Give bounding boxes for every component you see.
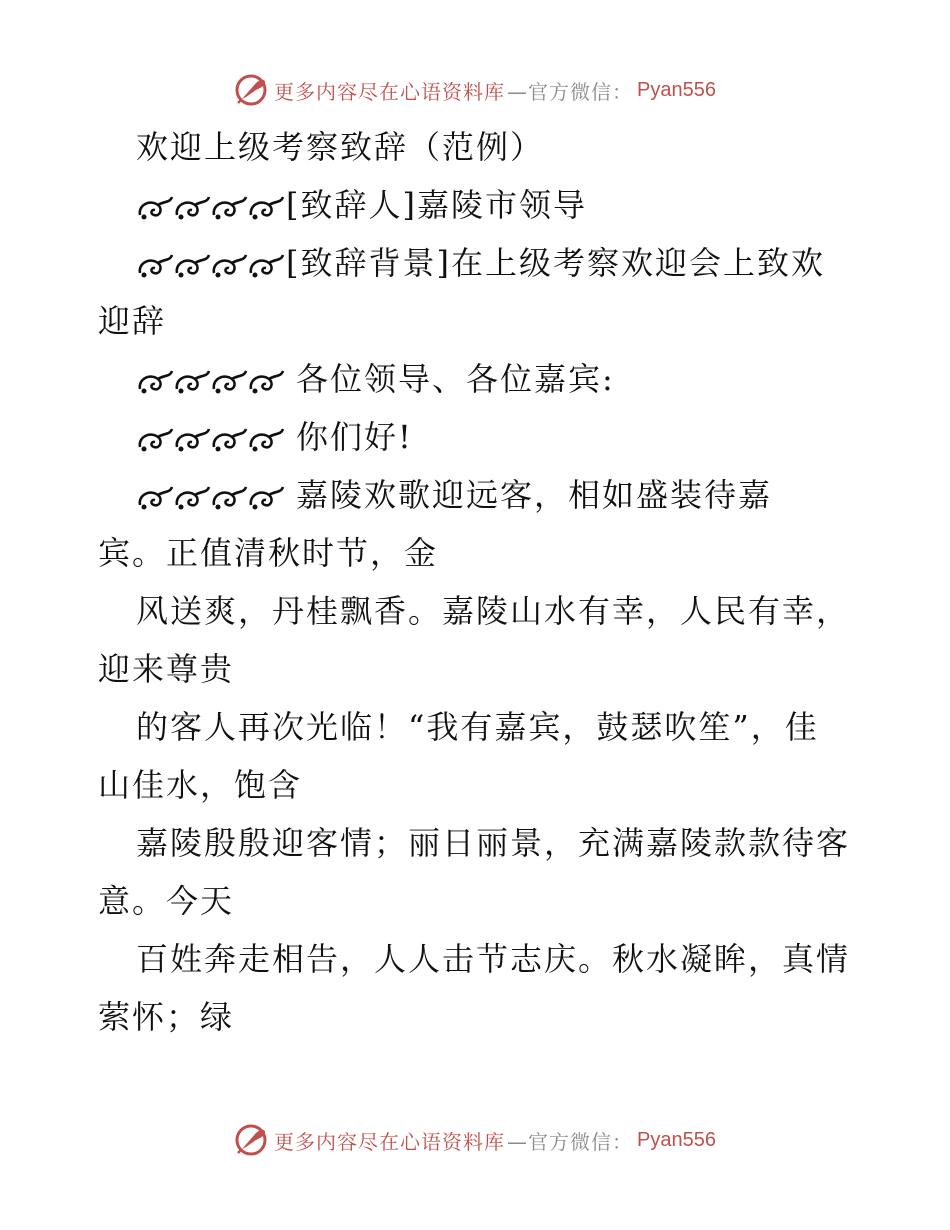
paragraph-line: 的客人再次光临！“我有嘉宾，鼓瑟吹笙”，佳 bbox=[136, 708, 819, 746]
paragraph-line: 风送爽，丹桂飘香。嘉陵山水有幸，人民有幸， bbox=[136, 592, 851, 630]
background-line: [致辞背景]在上级考察欢迎会上致欢 bbox=[98, 234, 868, 292]
ornament-icon bbox=[136, 251, 286, 281]
document-body bbox=[98, 118, 868, 1046]
banner-main-text: 更多内容尽在心语资料库 bbox=[274, 79, 506, 104]
quill-logo-icon bbox=[234, 1123, 268, 1157]
background-line-cont: 迎辞 bbox=[98, 302, 167, 340]
hello-line: 你们好! bbox=[98, 408, 868, 466]
paragraph-line: 迎来尊贵 bbox=[98, 650, 235, 688]
quill-logo-icon bbox=[234, 73, 268, 107]
document-title: 欢迎上级考察致辞（范例） bbox=[136, 128, 545, 166]
paragraph-line: 嘉陵殷殷迎客情；丽日丽景，充满嘉陵款款待客 bbox=[136, 824, 851, 862]
banner-wechat-id: Pyan556 bbox=[637, 78, 716, 101]
paragraph-line: 百姓奔走相告，人人击节志庆。秋水凝眸，真情 bbox=[136, 940, 851, 978]
paragraph-line: 意。今天 bbox=[98, 882, 235, 920]
speaker-line: [致辞人]嘉陵市领导 bbox=[98, 176, 868, 234]
paragraph-line: 宾。正值清秋时节，金 bbox=[98, 534, 439, 572]
banner-sub-text: —官方微信： bbox=[507, 1129, 634, 1154]
ornament-icon bbox=[136, 367, 286, 397]
ornament-icon bbox=[136, 193, 286, 223]
paragraph-line: 山佳水，饱含 bbox=[98, 766, 303, 804]
header-banner bbox=[0, 70, 950, 110]
paragraph-line: 萦怀；绿 bbox=[98, 998, 235, 1036]
footer-banner bbox=[0, 1120, 950, 1160]
banner-main-text: 更多内容尽在心语资料库 bbox=[274, 1129, 506, 1154]
ornament-icon bbox=[136, 483, 286, 513]
greeting-line: 各位领导、各位嘉宾: bbox=[98, 350, 868, 408]
paragraph-line: 嘉陵欢歌迎远客，相如盛装待嘉 bbox=[98, 466, 868, 524]
banner-sub-text: —官方微信： bbox=[507, 79, 634, 104]
ornament-icon bbox=[136, 425, 286, 455]
banner-wechat-id: Pyan556 bbox=[637, 1128, 716, 1151]
